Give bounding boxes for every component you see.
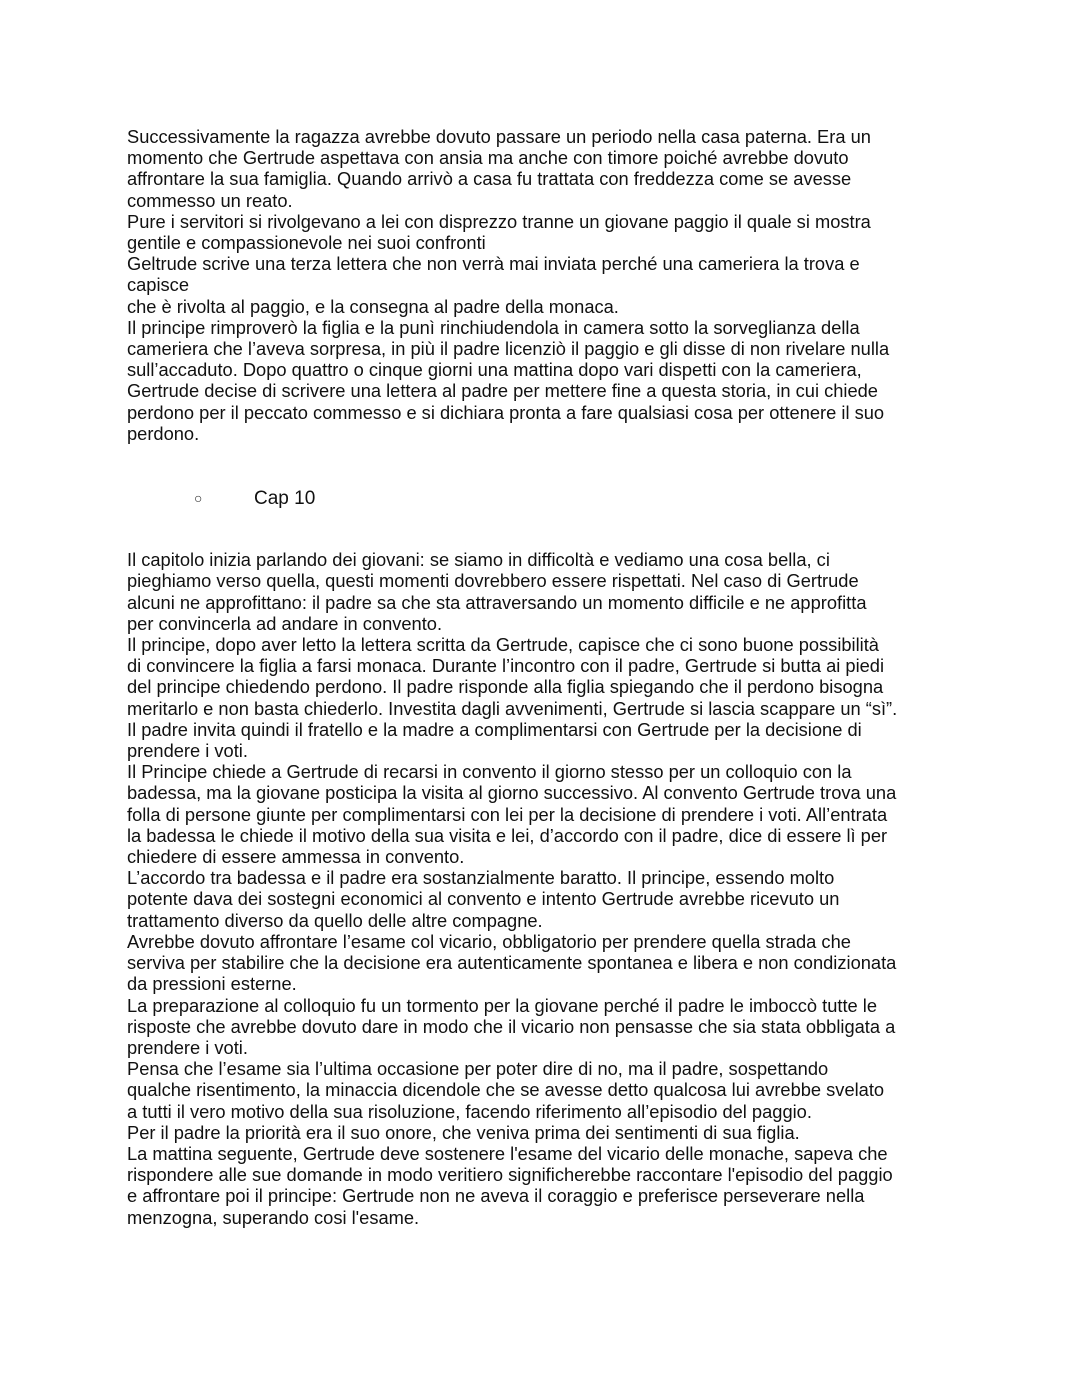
chapter-heading: Cap 10 [254,488,316,510]
text-line: Pure i servitori si rivolgevano a lei con disprezzo tranne un giovane paggio il quale si mostra [127,210,871,232]
text-line: prendere i voti. [127,1036,248,1058]
text-line: da pressioni esterne. [127,973,297,995]
text-line: meritarlo e non basta chiederlo. Investita dagli avvenimenti, Gertrude si lascia scappare un “sì”. [127,697,898,719]
text-line: risposte che avrebbe dovuto dare in modo che il vicario non pensasse che sia stata obbligata a [127,1015,896,1037]
paragraph-block-2 [127,549,967,1228]
text-line: potente dava dei sostegni economici al convento e intento Gertrude avrebbe ricevuto un [127,888,840,910]
text-line: che è rivolta al paggio, e la consegna al padre della monaca. [127,295,619,317]
text-line: prendere i voti. [127,740,248,762]
text-line: a tutti il vero motivo della sua risoluzione, facendo riferimento all’episodio del paggio. [127,1100,812,1122]
text-line: qualche risentimento, la minaccia dicendole che se avesse detto qualcosa lui avrebbe svelato [127,1079,885,1101]
text-line: Geltrude scrive una terza lettera che non verrà mai inviata perché una cameriera la trova e [127,253,860,275]
text-line: Avrebbe dovuto affrontare l’esame col vicario, obbligatorio per prendere quella strada che [127,930,851,952]
text-line: capisce [127,274,189,296]
text-line: commesso un reato. [127,189,293,211]
text-line: gentile e compassionevole nei suoi confronti [127,232,486,254]
text-line: rispondere alle sue domande in modo veritiero significherebbe raccontare l'episodio del paggio [127,1164,893,1186]
text-line: perdono per il peccato commesso e si dichiara pronta a fare qualsiasi cosa per ottenere il suo [127,401,885,423]
text-line: del principe chiedendo perdono. Il padre risponde alla figlia spiegando che il perdono bisogna [127,676,884,698]
text-line: sull’accaduto. Dopo quattro o cinque giorni una mattina dopo vari dispetti con la cameriera, [127,359,862,381]
text-line: per convincerla ad andare in convento. [127,612,443,634]
document-page [127,126,967,1228]
text-line: di convincere la figlia a farsi monaca. Durante l’incontro con il padre, Gertrude si butta ai piedi [127,655,885,677]
text-line: pieghiamo verso quella, questi momenti dovrebbero essere rispettati. Nel caso di Gertrude [127,570,859,592]
text-line: La preparazione al colloquio fu un tormento per la giovane perché il padre le imboccò tutte le [127,994,877,1016]
bullet-icon: ○ [194,490,203,507]
text-line: affrontare la sua famiglia. Quando arrivò a casa fu trattata con freddezza come se avesse [127,168,852,190]
text-line: serviva per stabilire che la decisione era autenticamente spontanea e libera e non condizionata [127,952,897,974]
text-line: Per il padre la priorità era il suo onore, che veniva prima dei sentimenti di sua figlia. [127,1121,800,1143]
text-line: La mattina seguente, Gertrude deve sostenere l'esame del vicario delle monache, sapeva che [127,1142,888,1164]
text-line: Gertrude decise di scrivere una lettera al padre per mettere fine a questa storia, in cui chiede [127,380,878,402]
text-line: alcuni ne approfittano: il padre sa che sta attraversando un momento difficile e ne approfitta [127,591,867,613]
text-line: chiedere di essere ammessa in convento. [127,846,465,868]
text-line: L’accordo tra badessa e il padre era sostanzialmente baratto. Il principe, essendo molto [127,867,835,889]
paragraph-block-1 [127,126,967,444]
text-line: Pensa che l’esame sia l’ultima occasione per poter dire di no, ma il padre, sospettando [127,1058,829,1080]
text-line: Successivamente la ragazza avrebbe dovuto passare un periodo nella casa paterna. Era un [127,126,871,147]
text-line: Il capitolo inizia parlando dei giovani: se siamo in difficoltà e vediamo una cosa bella, ci [127,549,830,571]
text-line: perdono. [127,422,200,444]
text-line: momento che Gertrude aspettava con ansia ma anche con timore poiché avrebbe dovuto [127,147,849,169]
text-line: e affrontare poi il principe: Gertrude non ne aveva il coraggio e preferisce perseverare nella [127,1185,865,1207]
chapter-heading-row [127,488,967,509]
text-line: trattamento diverso da quello delle altre compagne. [127,909,543,931]
text-line: la badessa le chiede il motivo della sua visita e lei, d’accordo con il padre, dice di essere lì per [127,824,888,846]
text-line: Il padre invita quindi il fratello e la madre a complimentarsi con Gertrude per la decisione di [127,718,862,740]
text-line: Il Principe chiede a Gertrude di recarsi in convento il giorno stesso per un colloquio con la [127,761,852,783]
text-line: cameriera che l’aveva sorpresa, in più il padre licenziò il paggio e gli disse di non rivelare nulla [127,338,890,360]
text-line: badessa, ma la giovane posticipa la visita al giorno successivo. Al convento Gertrude trova una [127,782,897,804]
text-line: Il principe rimproverò la figlia e la punì rinchiudendola in camera sotto la sorveglianza della [127,316,860,338]
text-line: Il principe, dopo aver letto la lettera scritta da Gertrude, capisce che ci sono buone possibilità [127,634,879,656]
text-line: menzogna, superando cosi l'esame. [127,1206,420,1228]
text-line: folla di persone giunte per complimentarsi con lei per la decisione di prendere i voti. All’entrata [127,803,888,825]
